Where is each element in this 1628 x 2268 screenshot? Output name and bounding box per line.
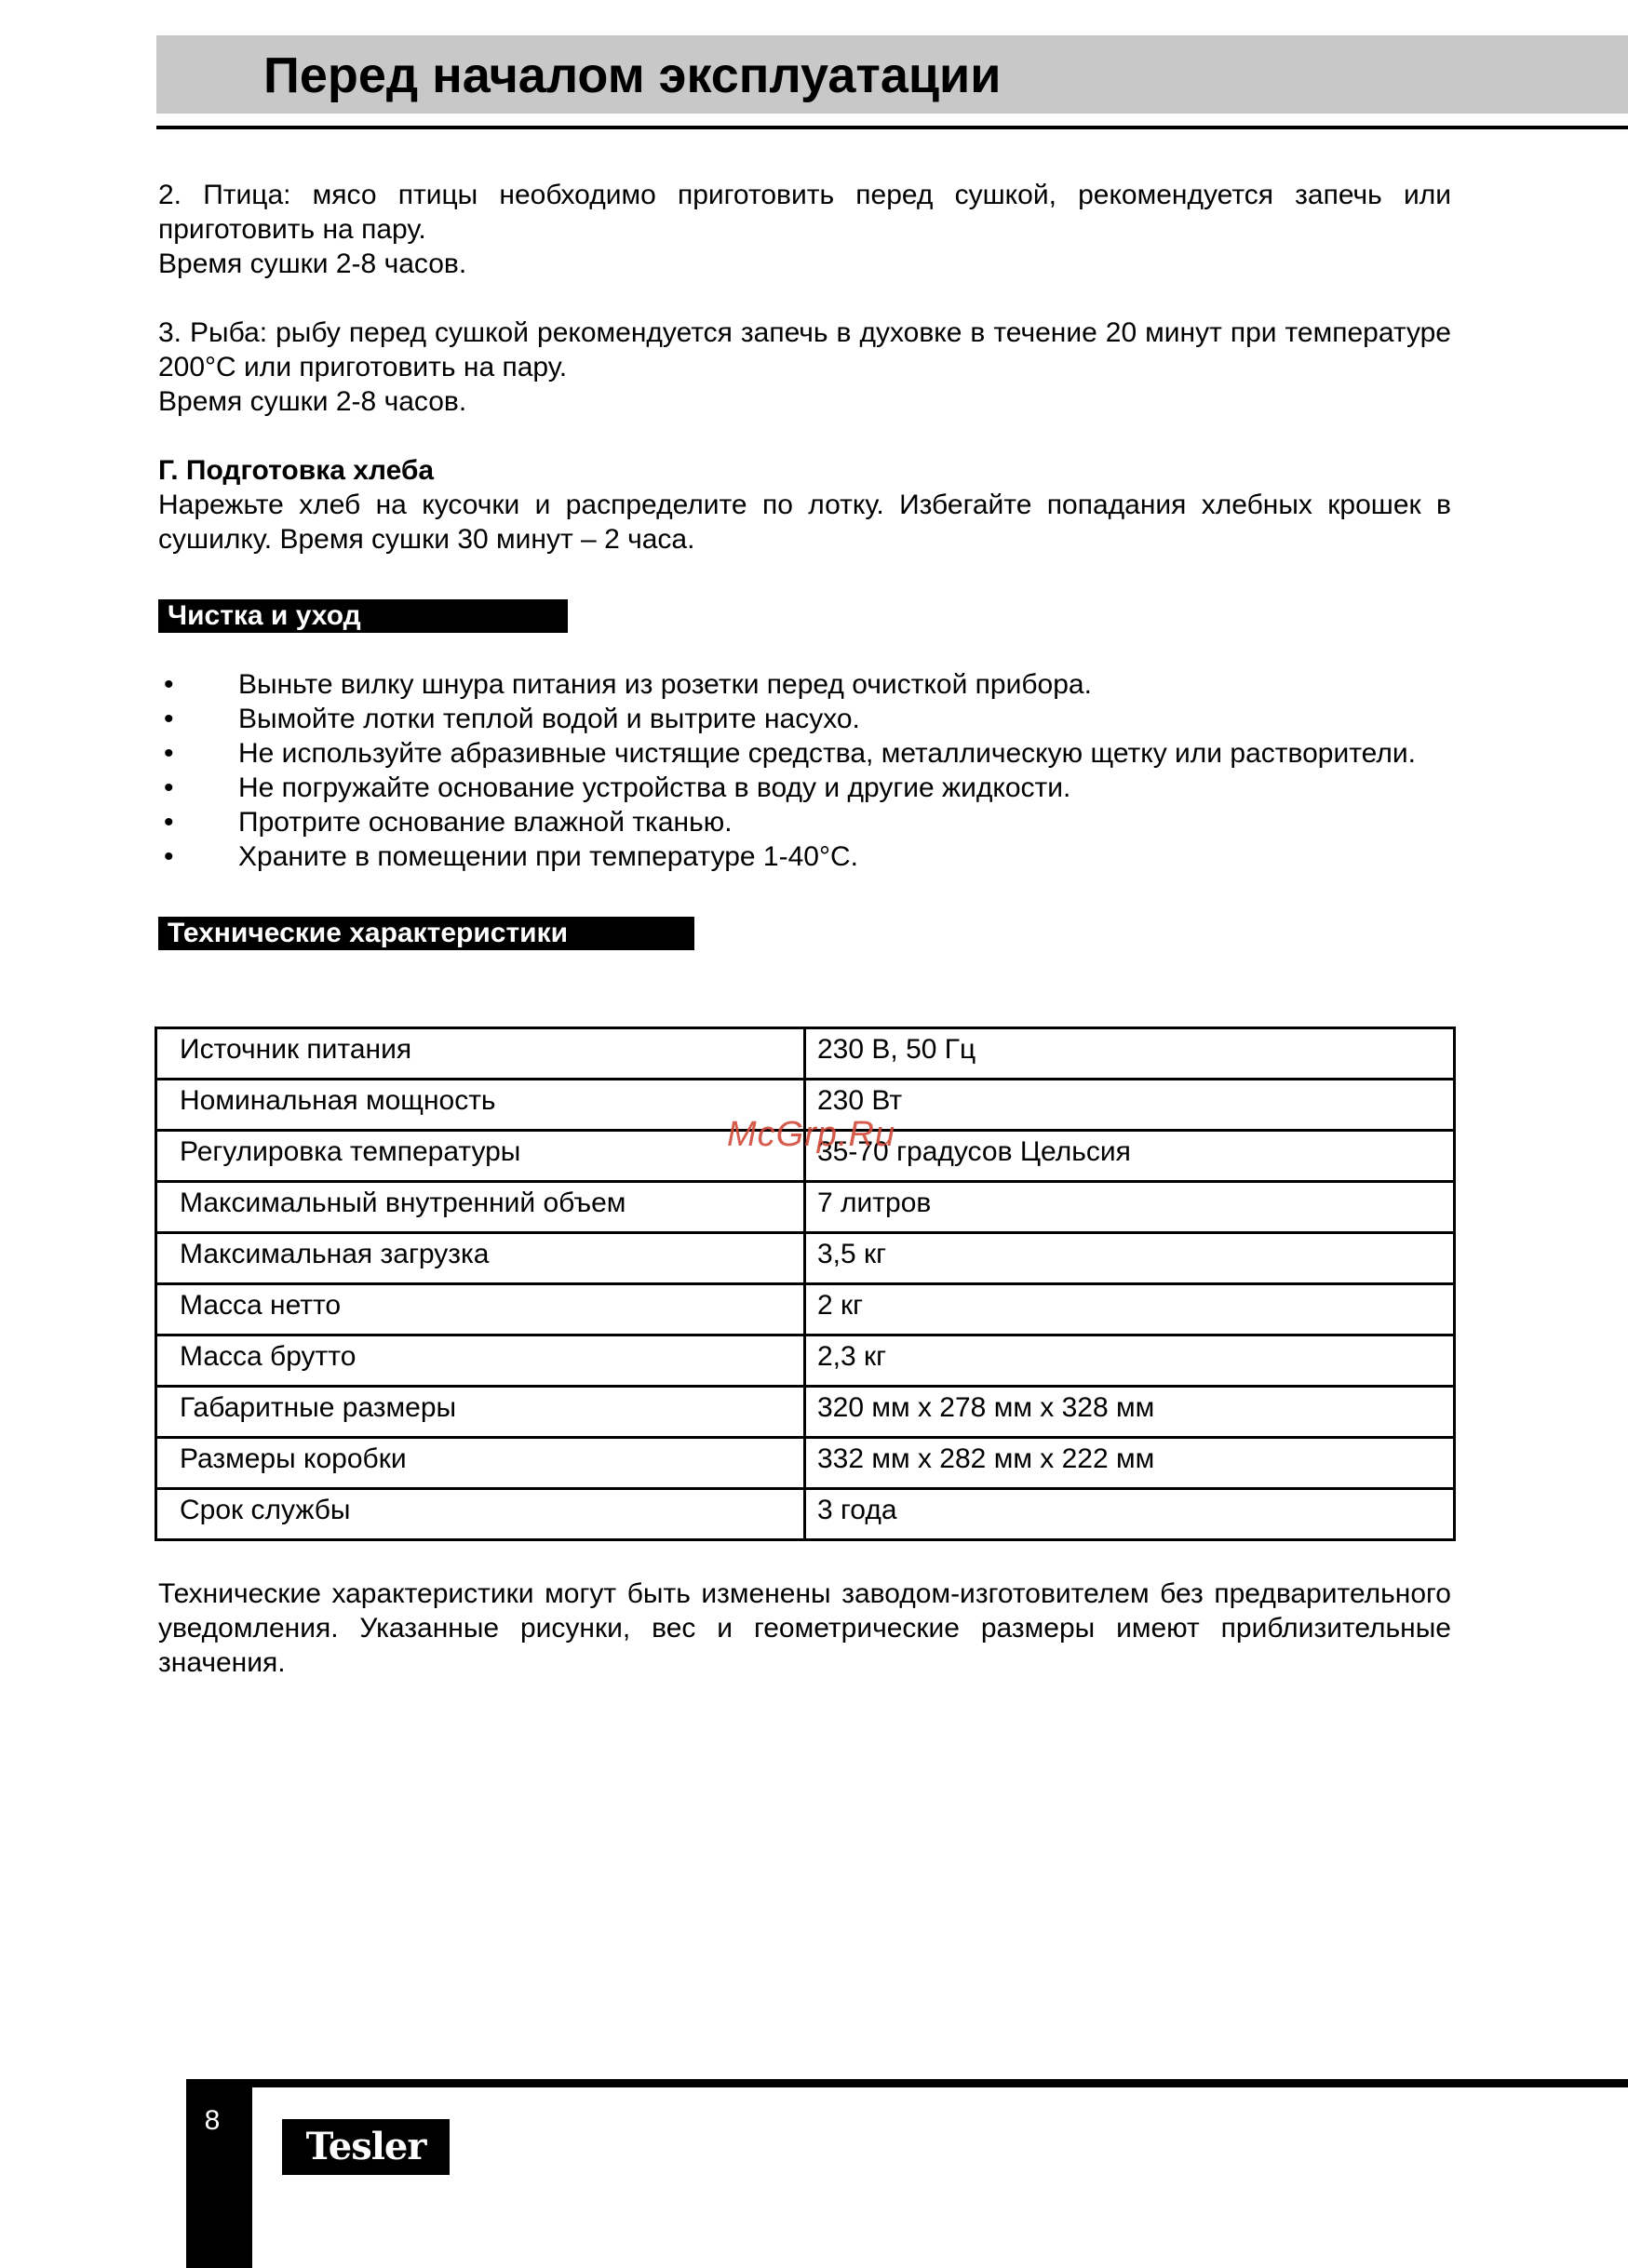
spec-key: Номинальная мощность bbox=[156, 1080, 805, 1131]
table-row bbox=[156, 1182, 1455, 1233]
spec-key: Масса нетто bbox=[156, 1284, 805, 1335]
spec-value: 332 мм х 282 мм х 222 мм bbox=[805, 1438, 1455, 1489]
bread-heading: Г. Подготовка хлеба bbox=[158, 455, 435, 486]
bullet-icon: • bbox=[164, 807, 174, 838]
table-row bbox=[156, 1028, 1455, 1080]
list-item: • Вымойте лотки теплой водой и вытрите насухо. bbox=[164, 704, 860, 734]
spec-value: 7 литров bbox=[805, 1182, 1455, 1233]
spec-key: Регулировка температуры bbox=[156, 1131, 805, 1182]
bullet-icon: • bbox=[164, 669, 174, 700]
table-row bbox=[156, 1233, 1455, 1284]
spec-key: Максимальный внутренний объем bbox=[156, 1182, 805, 1233]
specs-table bbox=[155, 1027, 1456, 1541]
cleaning-section-heading: Чистка и уход bbox=[158, 599, 568, 633]
header-divider bbox=[156, 126, 1628, 129]
spec-key: Размеры коробки bbox=[156, 1438, 805, 1489]
fish-paragraph: 3. Рыба: рыбу перед сушкой рекомендуется запечь в духовке в течение 20 минут при температуре 200°С или приготовить на пару. bbox=[158, 317, 1451, 382]
specs-section-heading: Технические характеристики bbox=[158, 917, 694, 950]
bullet-icon: • bbox=[164, 841, 174, 872]
spec-value: 2 кг bbox=[805, 1284, 1455, 1335]
spec-key: Источник питания bbox=[156, 1028, 805, 1080]
specs-disclaimer: Технические характеристики могут быть изменены заводом-изготовителем без предварительного уведомления. Указанные рисунки, вес и геометрические размеры имеют приблизительные значения. bbox=[158, 1578, 1451, 1678]
spec-key: Максимальная загрузка bbox=[156, 1233, 805, 1284]
list-item: • Не погружайте основание устройства в воду и другие жидкости. bbox=[164, 772, 1071, 803]
list-item: • Не используйте абразивные чистящие средства, металлическую щетку или растворители. bbox=[164, 738, 1416, 769]
bullet-icon: • bbox=[164, 772, 174, 803]
list-item: • Храните в помещении при температуре 1-40°С. bbox=[164, 841, 858, 872]
cleaning-list bbox=[158, 667, 1451, 874]
footer-divider bbox=[186, 2079, 1628, 2087]
bullet-icon: • bbox=[164, 704, 174, 734]
spec-value: 230 В, 50 Гц bbox=[805, 1028, 1455, 1080]
table-row bbox=[156, 1438, 1455, 1489]
table-row bbox=[156, 1284, 1455, 1335]
spec-value: 230 Вт bbox=[805, 1080, 1455, 1131]
spec-value: 3,5 кг bbox=[805, 1233, 1455, 1284]
bread-paragraph: Нарежьте хлеб на кусочки и распределите по лотку. Избегайте попадания хлебных крошек в сушилку. Время сушки 30 минут – 2 часа. bbox=[158, 490, 1451, 555]
page-title: Перед началом эксплуатации bbox=[263, 47, 1002, 103]
table-row bbox=[156, 1387, 1455, 1438]
page-content bbox=[158, 178, 1451, 1680]
list-item: • Протрите основание влажной тканью. bbox=[164, 807, 733, 838]
spec-value: 35-70 градусов Цельсия bbox=[805, 1131, 1455, 1182]
bullet-icon: • bbox=[164, 738, 174, 769]
poultry-paragraph: 2. Птица: мясо птицы необходимо приготовить перед сушкой, рекомендуется запечь или приготовить на пару. bbox=[158, 180, 1451, 245]
spec-key: Срок службы bbox=[156, 1489, 805, 1540]
tesler-logo: Tesler bbox=[282, 2119, 450, 2175]
table-row bbox=[156, 1335, 1455, 1387]
spec-value: 2,3 кг bbox=[805, 1335, 1455, 1387]
table-row bbox=[156, 1489, 1455, 1540]
poultry-drying-time: Время сушки 2-8 часов. bbox=[158, 248, 467, 279]
spec-key: Масса брутто bbox=[156, 1335, 805, 1387]
spec-value: 320 мм х 278 мм х 328 мм bbox=[805, 1387, 1455, 1438]
watermark: McGrp.Ru bbox=[727, 1115, 896, 1154]
fish-drying-time: Время сушки 2-8 часов. bbox=[158, 386, 467, 417]
spec-key: Габаритные размеры bbox=[156, 1387, 805, 1438]
page-number: 8 bbox=[204, 2105, 221, 2136]
spec-value: 3 года bbox=[805, 1489, 1455, 1540]
list-item: • Выньте вилку шнура питания из розетки перед очисткой прибора. bbox=[164, 669, 1092, 700]
